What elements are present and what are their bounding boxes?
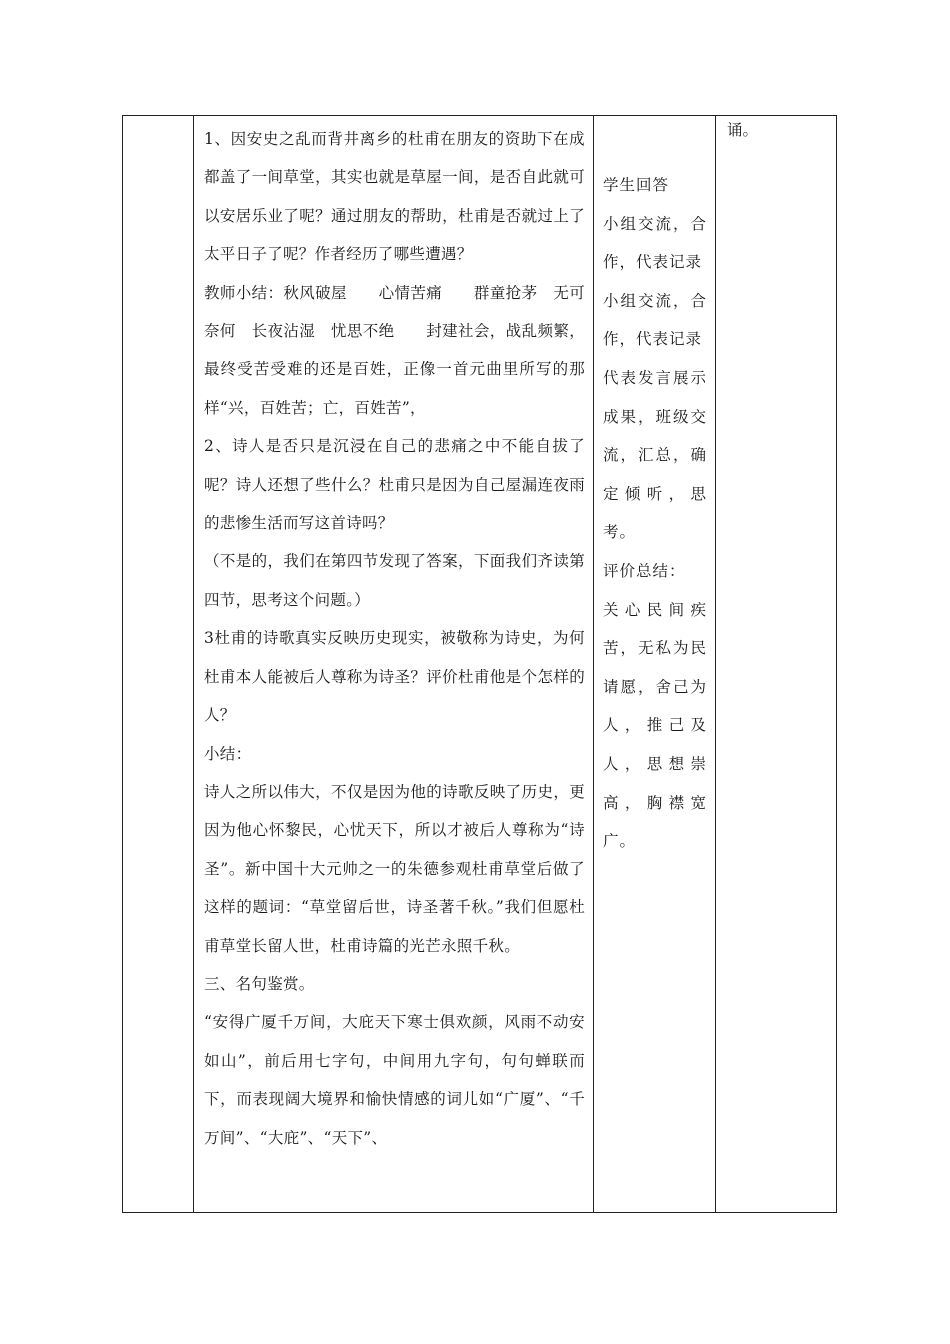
answer-note: （不是的，我们在第四节发现了答案，下面我们齐读第四节，思考这个问题。） xyxy=(204,552,585,609)
student-activity-cell xyxy=(594,116,716,1213)
summary-heading: 小结： xyxy=(204,744,252,763)
notes-cell xyxy=(716,116,837,1213)
group-discussion-2: 小组交流，合作，代表记录 xyxy=(603,291,707,349)
question-1: 1、因安史之乱而背井离乡的杜甫在朋友的资助下在成都盖了一间草堂，其实也就是草屋一间，是否自此就可以安居乐业了呢？通过朋友的帮助，杜甫是否就过上了太平日子了呢？作者经历了哪些遭遇？ xyxy=(204,130,585,264)
teacher-summary: 教师小结：秋风破屋 心情苦痛 群童抢茅 无可奈何 长夜沾湿 忧思不绝 封建社会，战乱频繁，最终受苦受难的还是百姓，正像一首元曲里所写的那样“兴，百姓苦；亡，百姓苦”， xyxy=(204,283,585,417)
summary-text: 诗人之所以伟大，不仅是因为他的诗歌反映了历史，更因为他心怀黎民，心忧天下，所以才被后人尊称为“诗圣”。新中国十大元帅之一的朱德参观杜甫草堂后做了这样的题词：“草堂留后世，诗圣著千秋。”我们但愿杜甫草堂长留人世，杜甫诗篇的光芒永照千秋。 xyxy=(204,782,585,955)
group-discussion-1: 小组交流，合作，代表记录 xyxy=(603,214,707,272)
table-row xyxy=(123,116,837,1213)
student-answer: 学生回答 xyxy=(603,176,670,194)
evaluation-heading: 评价总结： xyxy=(603,561,686,580)
evaluation-text: 关心民间疾苦，无私为民请愿，舍己为人，推己及人，思想崇高，胸襟宽广。 xyxy=(603,600,707,851)
representative-presentation: 代表发言展示成果，班级交流，汇总，确定倾听，思考。 xyxy=(603,368,707,542)
section-heading: 三、名句鉴赏。 xyxy=(204,974,315,993)
empty-cell xyxy=(123,116,194,1213)
note-text: 诵。 xyxy=(727,121,759,139)
teacher-activity-cell xyxy=(194,116,594,1213)
question-2: 2、诗人是否只是沉浸在自己的悲痛之中不能自拔了呢？诗人还想了些什么？杜甫只是因为自己屋漏连夜雨的悲惨生活而写这首诗吗？ xyxy=(204,437,585,533)
famous-line-analysis: “安得广厦千万间，大庇天下寒士俱欢颜，风雨不动安如山”，前后用七字句，中间用九字句，句句蝉联而下，而表现阔大境界和愉快情感的词儿如“广厦”、“千万间”、“大庇”、“天下”、 xyxy=(204,1013,585,1147)
lesson-plan-table xyxy=(122,115,837,1213)
question-3: 3杜甫的诗歌真实反映历史现实，被敬称为诗史，为何杜甫本人能被后人尊称为诗圣？评价杜甫他是个怎样的人？ xyxy=(204,629,585,725)
